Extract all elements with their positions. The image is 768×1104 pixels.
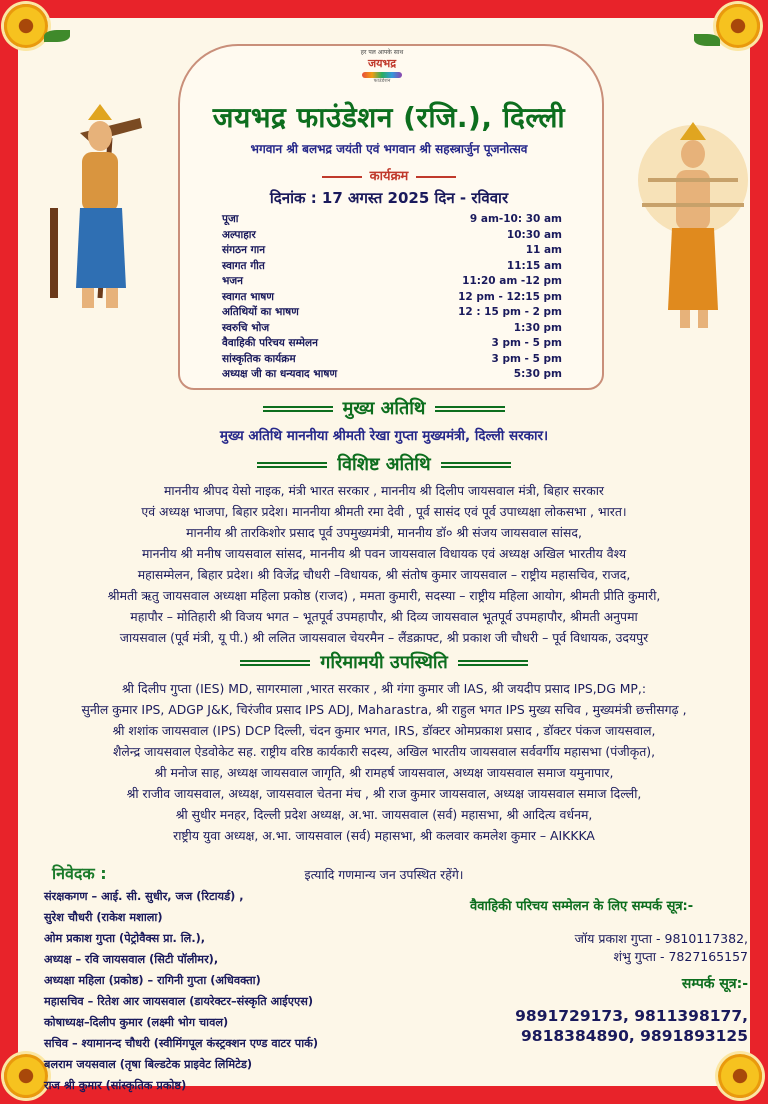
schedule-row xyxy=(222,259,562,275)
logo-name: जयभद्र xyxy=(367,57,397,70)
dignitary-line: श्री सुधीर मनहर, दिल्ली प्रदेश अध्यक्ष, अ.भा. जायसवाल (सर्व) महासभा, श्री आदित्य वर्धनम, xyxy=(175,807,593,822)
nivedak-line: बलराम जयसवाल (तृषा बिल्डटेक प्राइवेट लिमिटेड) xyxy=(44,1058,253,1071)
dignitary-line: सुनील कुमार IPS, ADGP J&K, चिरंजीव प्रसाद IPS ADJ, Maharastra, श्री राहुल भगत IPS मुख्य सचिव , मुख्यमंत्री छत्तीसगढ़ , xyxy=(81,702,687,717)
special-guest-heading xyxy=(0,452,768,476)
flower-decoration xyxy=(4,1054,48,1098)
dignitary-line: श्री मनोज साह, अध्यक्ष जायसवाल जागृति, श्री रामहर्ष जायसवाल, अध्यक्ष जायसवाल समाज यमुनापार, xyxy=(154,765,614,780)
special-guest-line: महापौर – मोतिहारी श्री विजय भगत – भूतपूर्व उपमहापौर, श्री दिव्य जायसवाल भूतपूर्व उपमहापौर, श्रीमती अनुपमा xyxy=(130,609,638,624)
special-guest-heading-text: विशिष्ट अतिथि xyxy=(337,454,431,475)
special-guest-line: महासम्मेलन, बिहार प्रदेश। श्री विजेंद्र चौधरी –विधायक, श्री संतोष कुमार जायसवाल – राष्ट्रीय महासचिव, राजद, xyxy=(137,567,631,582)
special-guest-line: एवं अध्यक्ष भाजपा, बिहार प्रदेश। माननीया श्रीमती रमा देवी , पूर्व सासंद एवं पूर्व उपाध्यक्षा लोकसभा , भारत। xyxy=(141,504,627,519)
schedule-event: अतिथियों का भाषण xyxy=(222,306,299,318)
nivedak-line: राज श्री कुमार (सांस्कृतिक प्रकोष्ठ) xyxy=(44,1079,187,1092)
schedule-time: 12 pm - 12:15 pm xyxy=(458,290,562,303)
nivedak-line: कोषाध्यक्ष–दिलीप कुमार (लक्ष्मी भोग चावल) xyxy=(44,1016,229,1029)
dignitaries-list xyxy=(30,678,738,846)
flower-decoration xyxy=(4,4,48,48)
schedule-time: 11:15 am xyxy=(506,259,562,272)
schedule-time: 5:30 pm xyxy=(513,368,562,380)
dignitary-line: शैलेन्द्र जायसवाल ऐडवोकेट सह. राष्ट्रीय वरिष्ठ कार्यकारी सदस्य, अखिल भारतीय जायसवाल सर्ववर्गीय महासभा (पंजीकृत), xyxy=(112,744,656,759)
contact-heading: सम्पर्क सूत्र:- xyxy=(681,976,748,992)
contact-phones xyxy=(500,1006,748,1046)
nivedak-line: सचिव – श्यामानन्द चौधरी (स्वीमिंगपूल कंस्ट्रक्शन एण्ड वाटर पार्क) xyxy=(44,1037,318,1050)
schedule-event: वैवाहिकी परिचय सम्मेलन xyxy=(222,337,318,349)
special-guest-line: जायसवाल (पूर्व मंत्री, यू पी.) श्री ललित जायसवाल चेयरमैन – लैंडक्राफ्ट, श्री प्रकाश जी चौधरी – पूर्व विधायक, उदयपुर xyxy=(119,630,649,645)
schedule-event: पूजा xyxy=(222,213,239,225)
schedule-time: 12 : 15 pm - 2 pm xyxy=(458,306,562,318)
special-guest-line: श्रीमती ऋतु जायसवाल अध्यक्षा महिला प्रकोष्ठ (राजद) , ममता कुमारी, सदस्या – राष्ट्रीय महिला आयोग, श्रीमती प्रीति कुमारी, xyxy=(107,588,661,603)
schedule-row xyxy=(222,321,562,337)
schedule-row xyxy=(222,352,562,368)
schedule-time: 3 pm - 5 pm xyxy=(491,352,562,365)
heading-divider xyxy=(441,462,511,468)
chief-guest-text: मुख्य अतिथि माननीया श्रीमती रेखा गुप्ता मुख्यमंत्री, दिल्ली सरकार। xyxy=(219,428,549,444)
schedule-event: स्वरुचि भोज xyxy=(222,321,270,334)
logo-tagline: हर पल आपके साथ xyxy=(360,49,404,56)
chief-guest-heading xyxy=(0,396,768,420)
schedule-time: 9 am-10: 30 am xyxy=(469,213,562,225)
nivedak-line: अध्यक्षा महिला (प्रकोष्ठ) – रागिनी गुप्ता (अधिवक्ता) xyxy=(44,974,261,987)
dignitaries-heading-text: गरिमामयी उपस्थिति xyxy=(320,652,448,673)
dignitary-line: श्री राजीव जायसवाल, अध्यक्ष, जायसवाल चेतना मंच , श्री राज कुमार जायसवाल, अध्यक्ष जायसवाल समाज दिल्ली, xyxy=(126,786,642,801)
flower-decoration xyxy=(716,4,760,48)
matrimonial-contact: शंभु गुप्ता - 7827165157 xyxy=(613,949,748,964)
matrimonial-contact: जॉय प्रकाश गुप्ता - 9810117382, xyxy=(574,931,748,946)
special-guest-line: माननीय श्री मनीष जायसवाल सांसद, माननीय श्री पवन जायसवाल विधायक एवं अध्यक्ष अखिल भारतीय वैश्य xyxy=(141,546,627,561)
event-subtitle: भगवान श्री बलभद्र जयंती एवं भगवान श्री सहस्त्रार्जुन पूजनोत्सव xyxy=(250,142,528,156)
nivedak-line: महासचिव – रितेश आर जायसवाल (डायरेक्टर–संस्कृति आईएएस) xyxy=(44,995,314,1008)
dignitary-line: श्री दिलीप गुप्ता (IES) MD, सागरमाला ,भारत सरकार , श्री गंगा कुमार जी IAS, श्री जयदीप प्रसाद IPS,DG MP,: xyxy=(121,681,647,696)
nivedak-heading: निवेदक : xyxy=(52,864,107,883)
schedule-row xyxy=(222,336,562,352)
sahastrarjun-illustration xyxy=(628,120,758,335)
schedule-list xyxy=(222,212,562,383)
heading-divider xyxy=(435,406,505,412)
schedule-event: सांस्कृतिक कार्यक्रम xyxy=(222,352,296,365)
dignitaries-heading xyxy=(0,650,768,674)
balbhadra-illustration xyxy=(40,98,150,328)
special-guest-line: माननीय श्री तारकिशोर प्रसाद पूर्व उपमुख्यमंत्री, माननीय डॉ० श्री संजय जायसवाल सांसद, xyxy=(186,525,582,540)
nivedak-line: अध्यक्ष – रवि जायसवाल (सिटी पॉलीमर), xyxy=(44,953,219,966)
schedule-row xyxy=(222,367,562,383)
phone-line: 9891729173, 9811398177, xyxy=(515,1007,748,1025)
nivedak-list xyxy=(44,886,484,1096)
program-heading: कार्यक्रम xyxy=(178,166,600,184)
schedule-time: 11:20 am -12 pm xyxy=(462,275,562,287)
leaf-decoration xyxy=(694,34,720,46)
footnote: इत्यादि गणमान्य जन उपस्थित रहेंगे। xyxy=(304,867,464,882)
heading-divider xyxy=(240,660,310,666)
schedule-event: अध्यक्ष जी का धन्यवाद भाषण xyxy=(222,368,338,380)
flower-decoration xyxy=(718,1054,762,1098)
schedule-row xyxy=(222,290,562,306)
schedule-event: संगठन गान xyxy=(222,244,266,256)
schedule-row xyxy=(222,228,562,244)
schedule-event: अल्पाहार xyxy=(222,228,256,241)
leaf-decoration xyxy=(44,30,70,42)
dignitary-line: राष्ट्रीय युवा अध्यक्ष, अ.भा. जायसवाल (सर्व) महासभा, श्री कलवार कमलेश कुमार – AIKKKA xyxy=(173,828,595,843)
nivedak-line: सुरेश चौधरी (राकेश मशाला) xyxy=(44,911,163,924)
logo-subtitle: फाउंडेशन xyxy=(373,78,391,84)
chief-guest-heading-text: मुख्य अतिथि xyxy=(342,398,426,419)
page-title: जयभद्र फाउंडेशन (रजि.), दिल्ली xyxy=(212,101,566,134)
schedule-event: स्वागत भाषण xyxy=(222,290,274,303)
heading-divider xyxy=(263,406,333,412)
matrimonial-contact-heading: वैवाहिकी परिचय सम्मेलन के लिए सम्पर्क सूत्र:- xyxy=(470,899,694,914)
schedule-event: स्वागत गीत xyxy=(222,259,265,272)
matrimonial-contacts xyxy=(480,930,748,966)
event-date: दिनांक : 17 अगस्त 2025 दिन - रविवार xyxy=(269,189,509,207)
schedule-row xyxy=(222,274,562,290)
schedule-row xyxy=(222,212,562,228)
phone-line: 9818384890, 9891893125 xyxy=(521,1027,748,1045)
schedule-time: 11 am xyxy=(525,244,562,256)
dignitary-line: श्री शशांक जायसवाल (IPS) DCP दिल्ली, चंदन कुमार भगत, IRS, डॉक्टर ओमप्रकाश प्रसाद , डॉक्टर पंकज जायसवाल, xyxy=(112,723,656,738)
heading-divider xyxy=(458,660,528,666)
special-guest-list xyxy=(30,480,738,648)
foundation-logo xyxy=(350,48,414,88)
schedule-row xyxy=(222,243,562,259)
special-guest-line: माननीय श्रीपद येसो नाइक, मंत्री भारत सरकार , माननीय श्री दिलीप जायसवाल मंत्री, बिहार सरकार xyxy=(163,483,604,498)
nivedak-line: ओम प्रकाश गुप्ता (पेट्रोवैक्स प्रा. लि.), xyxy=(44,932,206,945)
schedule-time: 1:30 pm xyxy=(513,321,562,334)
schedule-event: भजन xyxy=(222,275,243,287)
nivedak-line: संरक्षकगण – आई. सी. सुधीर, जज (रिटायर्ड) , xyxy=(44,890,244,903)
heading-divider xyxy=(257,462,327,468)
schedule-row xyxy=(222,305,562,321)
schedule-time: 3 pm - 5 pm xyxy=(491,337,562,349)
schedule-time: 10:30 am xyxy=(506,228,562,241)
